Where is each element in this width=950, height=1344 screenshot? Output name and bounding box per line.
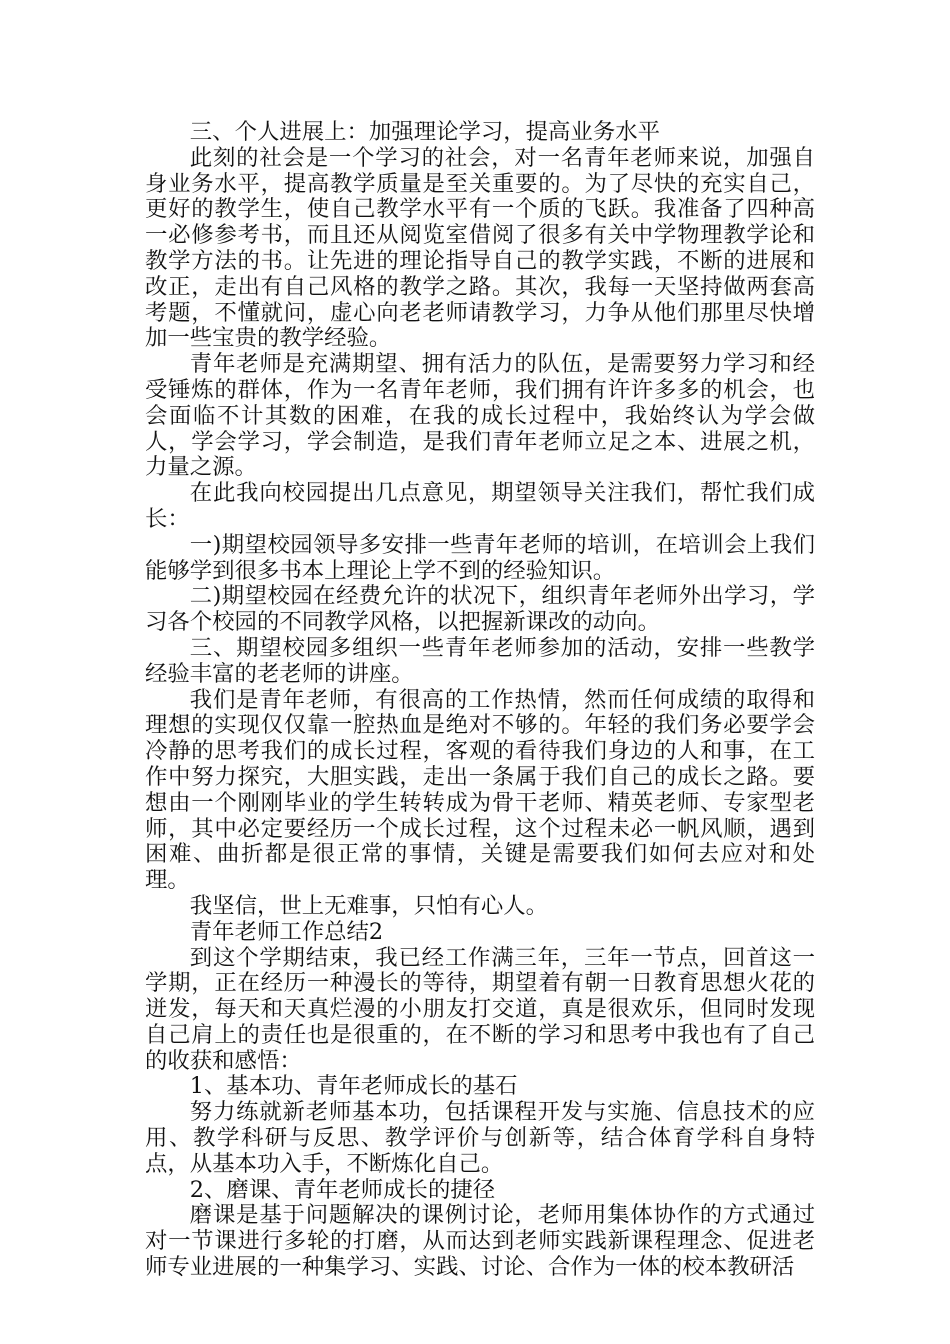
section-heading: 2、磨课、青年老师成长的捷径: [189, 1176, 496, 1203]
suggestion-item: 二)期望校园在经费允许的状况下，组织青年老师外出学习，学习各个校园的不同教学风格，以把握新课改的动向。: [145, 583, 815, 636]
suggestion-item: 三、期望校园多组织一些青年老师参加的活动，安排一些教学经验丰富的老老师的讲座。: [145, 634, 815, 687]
document-page: [145, 120, 815, 1281]
section-heading: 1、基本功、青年老师成长的基石: [189, 1073, 518, 1100]
suggestion-item: 一)期望校园领导多安排一些青年老师的培训，在培训会上我们能够学到很多书本上理论上学不到的经验知识。: [145, 531, 815, 584]
body-paragraph: 磨课是基于问题解决的课例讨论，老师用集体协作的方式通过对一节课进行多轮的打磨，从而达到老师实践新课程理念、促进老师专业进展的一种集学习、实践、讨论、合作为一体的校本教研活: [145, 1202, 815, 1281]
body-paragraph: 努力练就新老师基本功，包括课程开发与实施、信息技术的应用、教学科研与反思、教学评价与创新等，结合体育学科自身特点，从基本功入手，不断炼化自己。: [145, 1099, 815, 1177]
document-subtitle: 青年老师工作总结2: [189, 918, 384, 945]
body-paragraph: 在此我向校园提出几点意见，期望领导关注我们，帮忙我们成长：: [145, 480, 815, 532]
body-paragraph: 我坚信，世上无难事，只怕有心人。: [189, 892, 549, 919]
body-paragraph: 到这个学期结束，我已经工作满三年，三年一节点，回首这一学期，正在经历一种漫长的等待，期望着有朝一日教育思想火花的迸发，每天和天真烂漫的小朋友打交道，真是很欢乐，但同时发现自己肩上的责任也是很重的，在不断的学习和思考中我也有了自己的收获和感悟：: [145, 944, 815, 1074]
section-heading: 三、个人进展上：加强理论学习，提高业务水平: [189, 119, 660, 145]
body-paragraph: 青年老师是充满期望、拥有活力的队伍，是需要努力学习和经受锤炼的群体，作为一名青年老师，我们拥有许许多多的机会，也会面临不计其数的困难，在我的成长过程中，我始终认为学会做人，学会学习，学会制造，是我们青年老师立足之本、进展之机，力量之源。: [145, 351, 815, 481]
body-paragraph: 我们是青年老师，有很高的工作热情，然而任何成绩的取得和理想的实现仅仅靠一腔热血是绝对不够的。年轻的我们务必要学会冷静的思考我们的成长过程，客观的看待我们身边的人和事，在工作中努力探究，大胆实践，走出一条属于我们自己的成长之路。要想由一个刚刚毕业的学生转转成为骨干老师、精英老师、专家型老师，其中必定要经历一个成长过程，这个过程未必一帆风顺，遇到困难、曲折都是很正常的事情，关键是需要我们如何去应对和处理。: [145, 686, 815, 894]
body-paragraph: 此刻的社会是一个学习的社会，对一名青年老师来说，加强自身业务水平，提高教学质量是至关重要的。为了尽快的充实自己，更好的教学生，使自己教学水平有一个质的飞跃。我准备了四种高一必修参考书，而且还从阅览室借阅了很多有关中学物理教学论和教学方法的书。让先进的理论指导自己的教学实践，不断的进展和改正，走出有自己风格的教学之路。其次，我每一天坚持做两套高考题，不懂就问，虚心向老老师请教学习，力争从他们那里尽快增加一些宝贵的教学经验。: [145, 144, 815, 352]
